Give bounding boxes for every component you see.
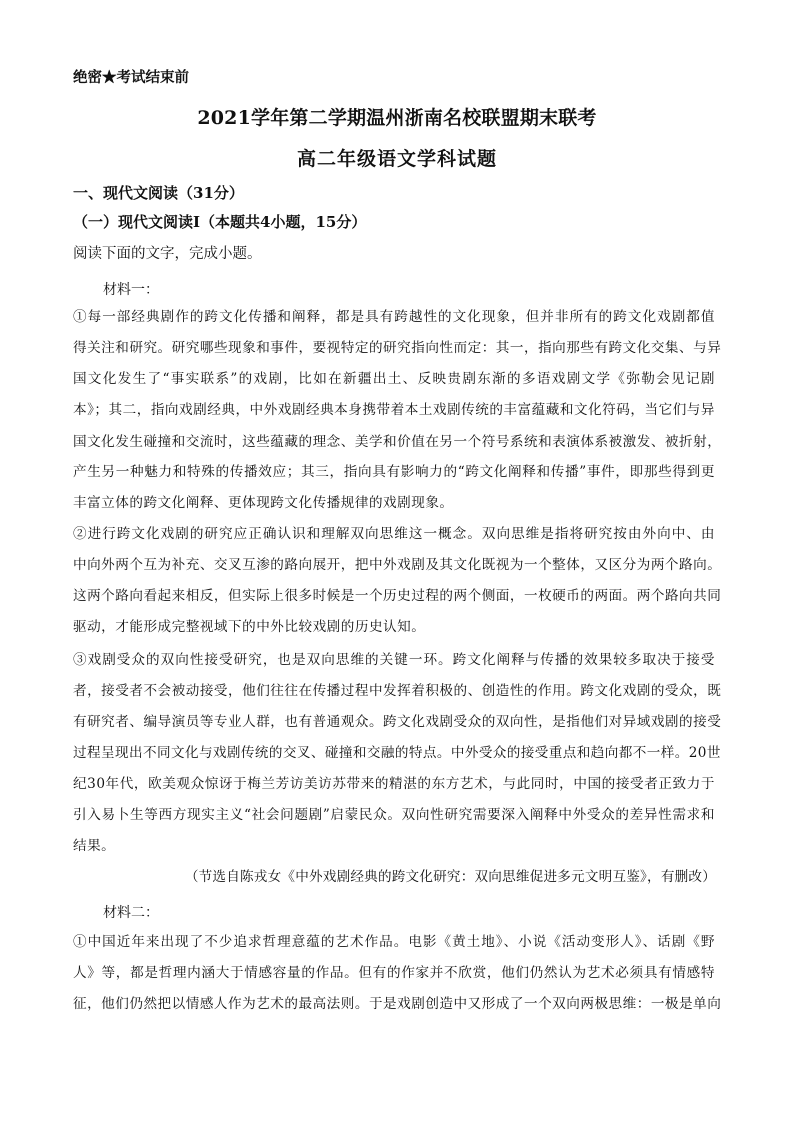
text-line: 这两个路向看起来相反，但实际上很多时候是一个历史过程的两个侧面，一枚硬币的两面。两个路向共同 <box>73 588 722 604</box>
text-line: 结果。 <box>73 838 116 854</box>
text-line: 中向外两个互为补充、交叉互渗的路向展开，把中外戏剧及其文化既视为一个整体，又区分为两个路向。 <box>73 557 722 573</box>
text-line: 国文化发生了“事实联系”的戏剧，比如在新疆出土、反映贵剧东渐的多语戏剧文学《弥勒会见记剧 <box>73 371 715 387</box>
text-line: ①每一部经典剧作的跨文化传播和阐释，都是具有跨越性的文化现象，但并非所有的跨文化戏剧都值 <box>73 309 715 325</box>
text-line: 驱动，才能形成完整视域下的中外比较戏剧的历史认知。 <box>73 619 426 635</box>
text-line: 产生另一种魅力和特殊的传播效应；其三，指向具有影响力的“跨文化阐释和传播”事件，即那些得到更 <box>73 464 715 480</box>
material-label: 材料一： <box>103 282 159 298</box>
source-citation: （节选自陈戎女《中外戏剧经典的跨文化研究：双向思维促进多元文明互鉴》，有删改） <box>184 869 716 885</box>
text-line: 人》等，都是哲理内涵大于情感容量的作品。但有的作家并不欣赏，他们仍然认为艺术必须具有情感特 <box>73 965 715 981</box>
material-label: 材料二： <box>103 905 159 921</box>
text-line: 丰富立体的跨文化阐释、更体现跨文化传播规律的戏剧现象。 <box>73 495 454 511</box>
subsection-heading: （一）现代文阅读Ⅰ（本题共4小题，15分） <box>73 213 367 231</box>
text-line: 纪30年代，欧美观众惊讶于梅兰芳访美访苏带来的精湛的东方艺术，与此同时，中国的接受者正致力于 <box>73 776 715 792</box>
instruction-text: 阅读下面的文字，完成小题。 <box>73 246 262 262</box>
text-line: 引入易卜生等西方现实主义“社会问题剧”启蒙民众。双向性研究需要深入阐释中外受众的差异性需求和 <box>73 807 715 823</box>
text-line: ②进行跨文化戏剧的研究应正确认识和理解双向思维这一概念。双向思维是指将研究按由外向中、由 <box>73 526 715 542</box>
text-line: 本》；其二，指向戏剧经典，中外戏剧经典本身携带着本土戏剧传统的丰富蕴藏和文化符码，当它们与异 <box>73 402 715 418</box>
text-line: 得关注和研究。研究哪些现象和事件，要视特定的研究指向性而定：其一，指向那些有跨文化交集、与异 <box>73 340 722 356</box>
exam-title: 2021学年第二学期温州浙南名校联盟期末联考 <box>197 107 597 129</box>
confidential-mark: 绝密★考试结束前 <box>73 69 189 86</box>
text-line: 者，接受者不会被动接受，他们往往在传播过程中发挥着积极的、创造性的作用。跨文化戏剧的受众，既 <box>73 683 722 699</box>
text-line: ③戏剧受众的双向性接受研究，也是双向思维的关键一环。跨文化阐释与传播的效果较多取决于接受 <box>73 652 715 668</box>
text-line: 过程呈现出不同文化与戏剧传统的交叉、碰撞和交融的特点。中外受众的接受重点和趋向都不一样。20世 <box>73 745 721 761</box>
exam-subtitle: 高二年级语文学科试题 <box>296 148 497 170</box>
text-line: 国文化发生碰撞和交流时，这些蕴藏的理念、美学和价值在另一个符号系统和表演体系被激发、被折射， <box>73 434 722 450</box>
text-line: 有研究者、编导演员等专业人群，也有普通观众。跨文化戏剧受众的双向性，是指他们对异域戏剧的接受 <box>73 714 722 730</box>
text-line: ①中国近年来出现了不少追求哲理意蕴的艺术作品。电影《黄土地》、小说《活动变形人》、话剧《野 <box>73 934 715 950</box>
text-line: 征，他们仍然把以情感人作为艺术的最高法则。于是戏剧创造中又形成了一个双向两极思维：一极是单向 <box>73 996 722 1012</box>
section-heading: 一、现代文阅读（31分） <box>73 184 244 202</box>
